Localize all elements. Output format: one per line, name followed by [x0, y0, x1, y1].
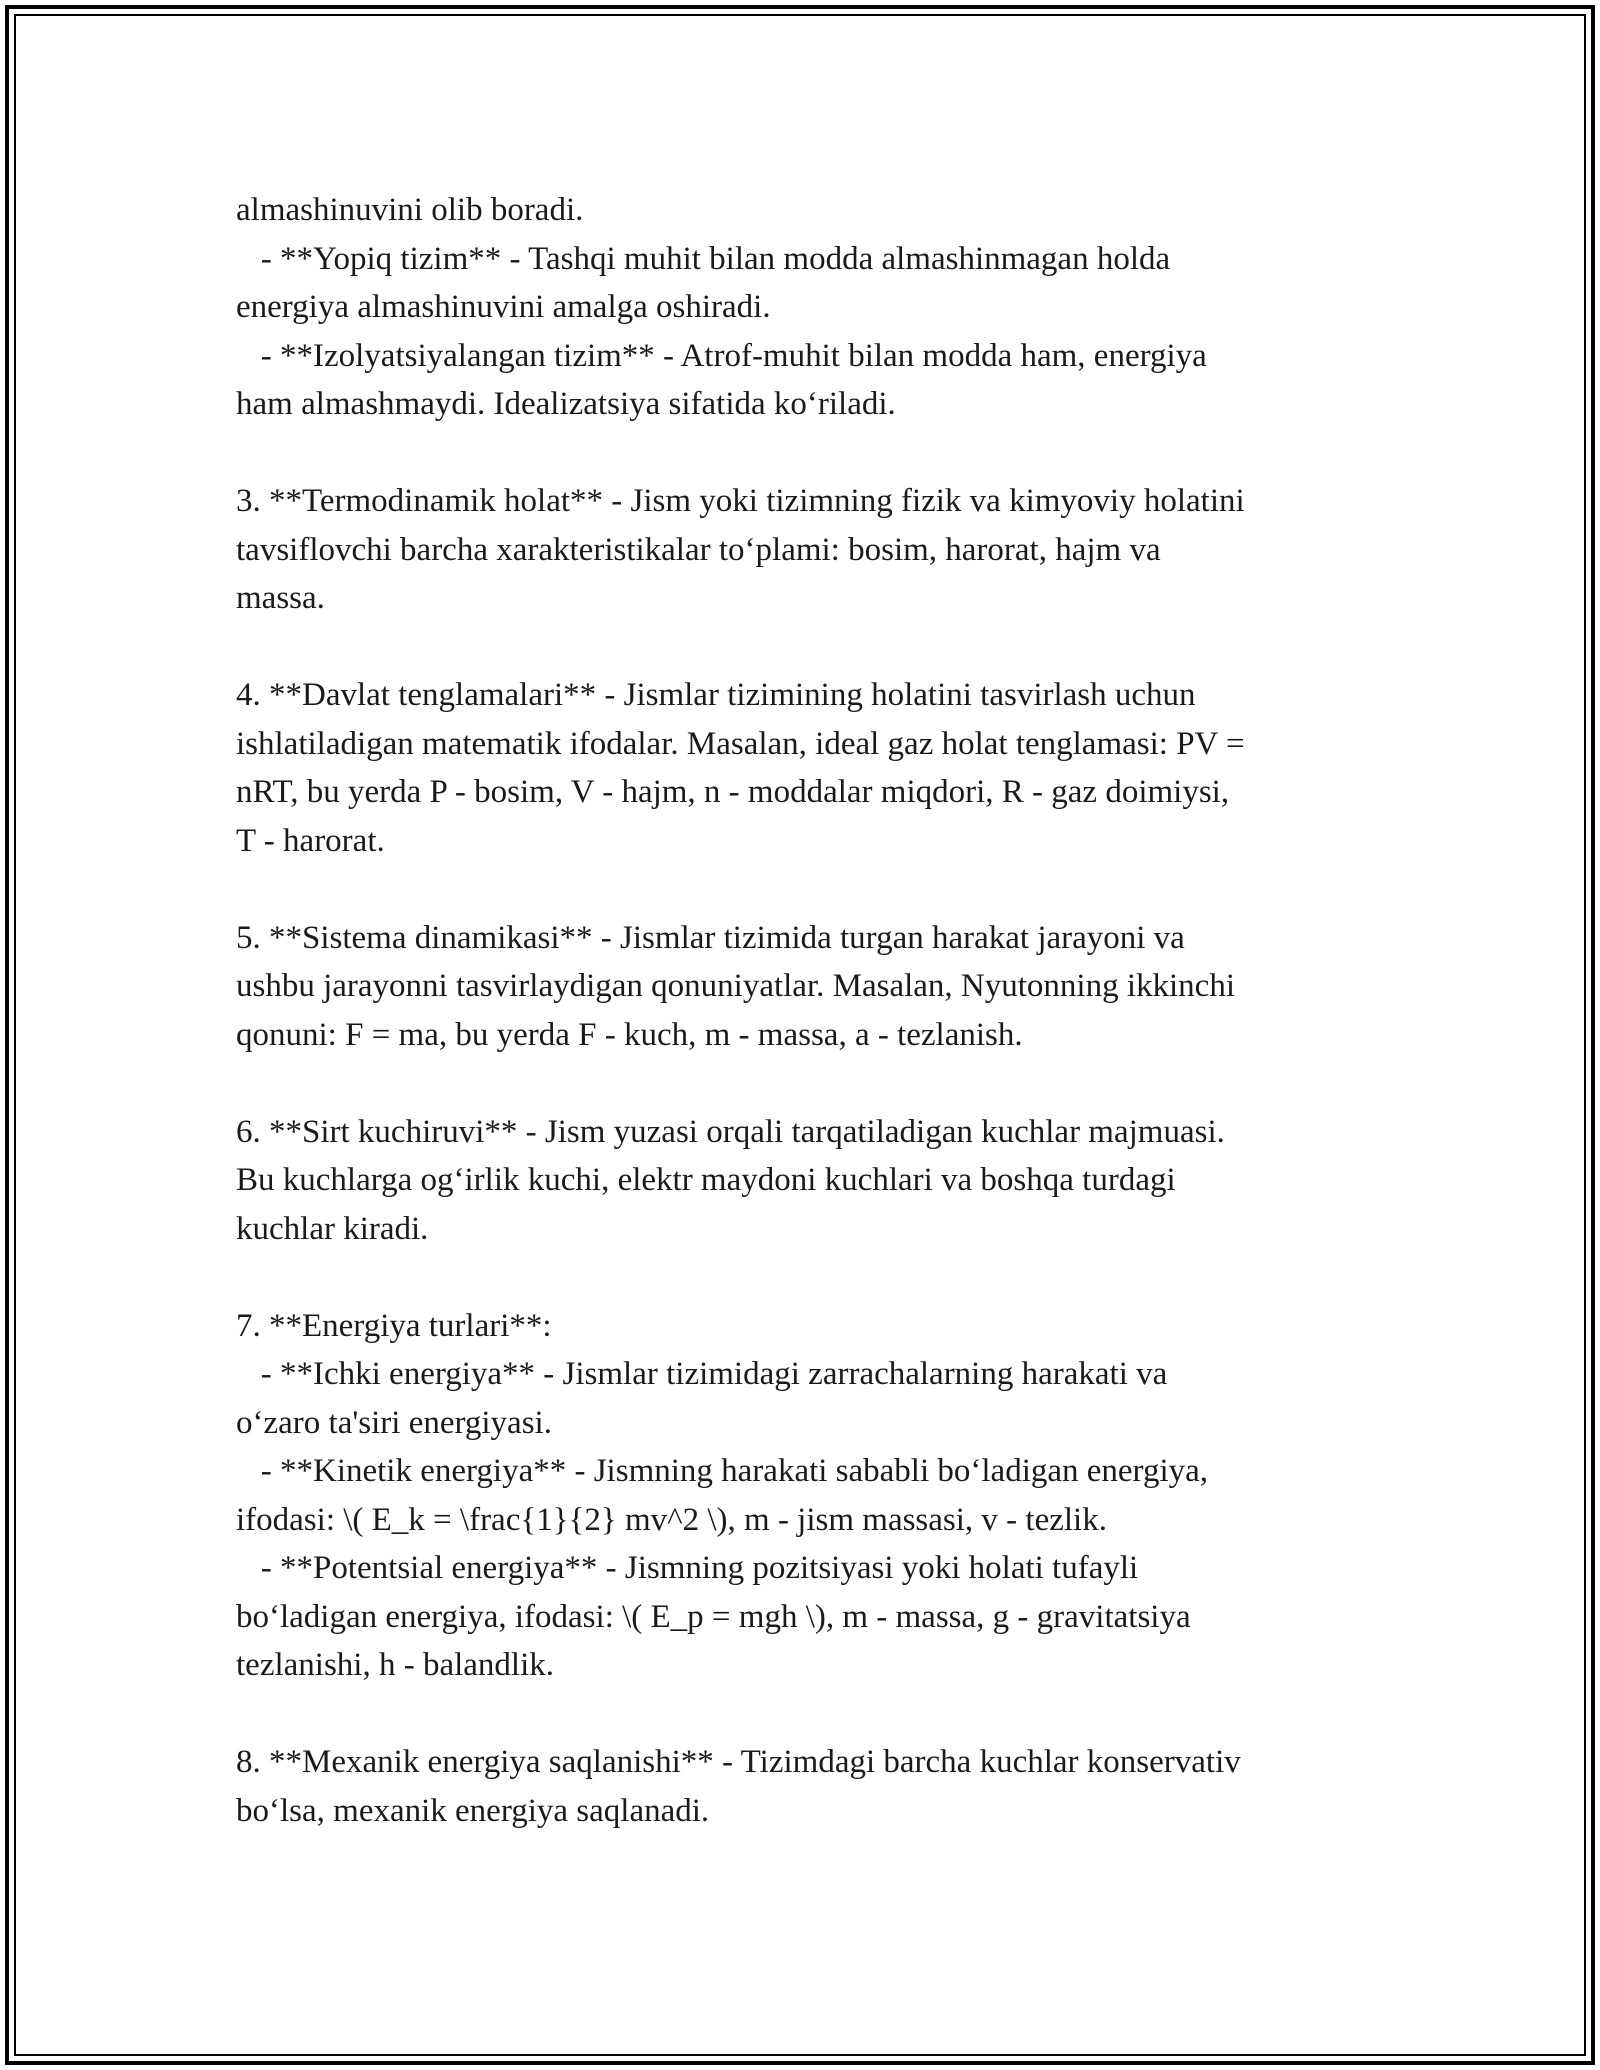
text-line: kuchlar kiradi. — [236, 1210, 429, 1247]
paragraph-gap — [236, 623, 1376, 672]
text-line: o‘zaro ta'siri energiyasi. — [236, 1404, 552, 1441]
text-line: 4. **Davlat tenglamalari** - Jismlar tizimining holatini tasvirlash uchun — [236, 677, 1196, 713]
text-line: nRT, bu yerda P - bosim, V - hajm, n - moddalar miqdori, R - gaz doimiysi, — [236, 774, 1230, 810]
text-line: - **Yopiq tizim** - Tashqi muhit bilan modda almashinmagan holda — [236, 240, 1171, 277]
text-line: massa. — [236, 580, 325, 616]
paragraph-gap — [236, 1253, 1376, 1302]
paragraph-gap — [236, 865, 1376, 914]
text-line: 3. **Termodinamik holat** - Jism yoki tizimning fizik va kimyoviy holatini — [236, 483, 1245, 519]
text-line: - **Ichki energiya** - Jismlar tizimidagi zarrachalarning harakati va — [236, 1356, 1168, 1392]
text-line: 6. **Sirt kuchiruvi** - Jism yuzasi orqali tarqatiladigan kuchlar majmuasi. — [236, 1113, 1225, 1150]
text-line: - **Potentsial energiya** - Jismning pozitsiyasi yoki holati tufayli — [236, 1550, 1139, 1586]
text-line: ushbu jarayonni tasvirlaydigan qonuniyatlar. Masalan, Nyutonning ikkinchi — [236, 968, 1235, 1004]
text-line: ham almashmaydi. Idealizatsiya sifatida ko‘riladi. — [236, 386, 896, 422]
paragraph-item-7 — [236, 1302, 1376, 1690]
text-line: energiya almashinuvini amalga oshiradi. — [236, 289, 771, 325]
text-line: T - harorat. — [236, 822, 385, 859]
paragraph-gap — [236, 429, 1376, 478]
paragraph-item-6 — [236, 1108, 1376, 1254]
text-line: ifodasi: \( E_k = \frac{1}{2} mv^2 \), m - jism massasi, v - tezlik. — [236, 1501, 1107, 1538]
text-line: 5. **Sistema dinamikasi** - Jismlar tizimida turgan harakat jarayoni va — [236, 919, 1185, 956]
text-line: - **Izolyatsiyalangan tizim** - Atrof-muhit bilan modda ham, energiya — [236, 337, 1207, 374]
text-line: 7. **Energiya turlari**: — [236, 1307, 552, 1344]
text-line: tezlanishi, h - balandlik. — [236, 1647, 554, 1683]
paragraph-item-8 — [236, 1738, 1376, 1835]
text-line: Bu kuchlarga og‘irlik kuchi, elektr maydoni kuchlari va boshqa turdagi — [236, 1162, 1176, 1198]
text-line: bo‘lsa, mexanik energiya saqlanadi. — [236, 1792, 710, 1829]
paragraph-item-4 — [236, 671, 1376, 865]
text-line: - **Kinetik energiya** - Jismning harakati sababli bo‘ladigan energiya, — [236, 1453, 1209, 1489]
text-line: ishlatiladigan matematik ifodalar. Masalan, ideal gaz holat tenglamasi: PV = — [236, 725, 1245, 762]
text-line: 8. **Mexanik energiya saqlanishi** - Tizimdagi barcha kuchlar konservativ — [236, 1744, 1241, 1780]
document-body — [236, 186, 1376, 1835]
paragraph-item-3 — [236, 477, 1376, 623]
paragraph-item-5 — [236, 914, 1376, 1060]
text-line: bo‘ladigan energiya, ifodasi: \( E_p = mgh \), m - massa, g - gravitatsiya — [236, 1598, 1191, 1635]
paragraph-gap — [236, 1059, 1376, 1108]
text-line: qonuni: F = ma, bu yerda F - kuch, m - massa, a - tezlanish. — [236, 1016, 1023, 1053]
paragraph-system-types — [236, 186, 1376, 429]
paragraph-gap — [236, 1690, 1376, 1739]
text-line: tavsiflovchi barcha xarakteristikalar to‘plami: bosim, harorat, hajm va — [236, 531, 1161, 568]
text-line: almashinuvini olib boradi. — [236, 192, 584, 228]
